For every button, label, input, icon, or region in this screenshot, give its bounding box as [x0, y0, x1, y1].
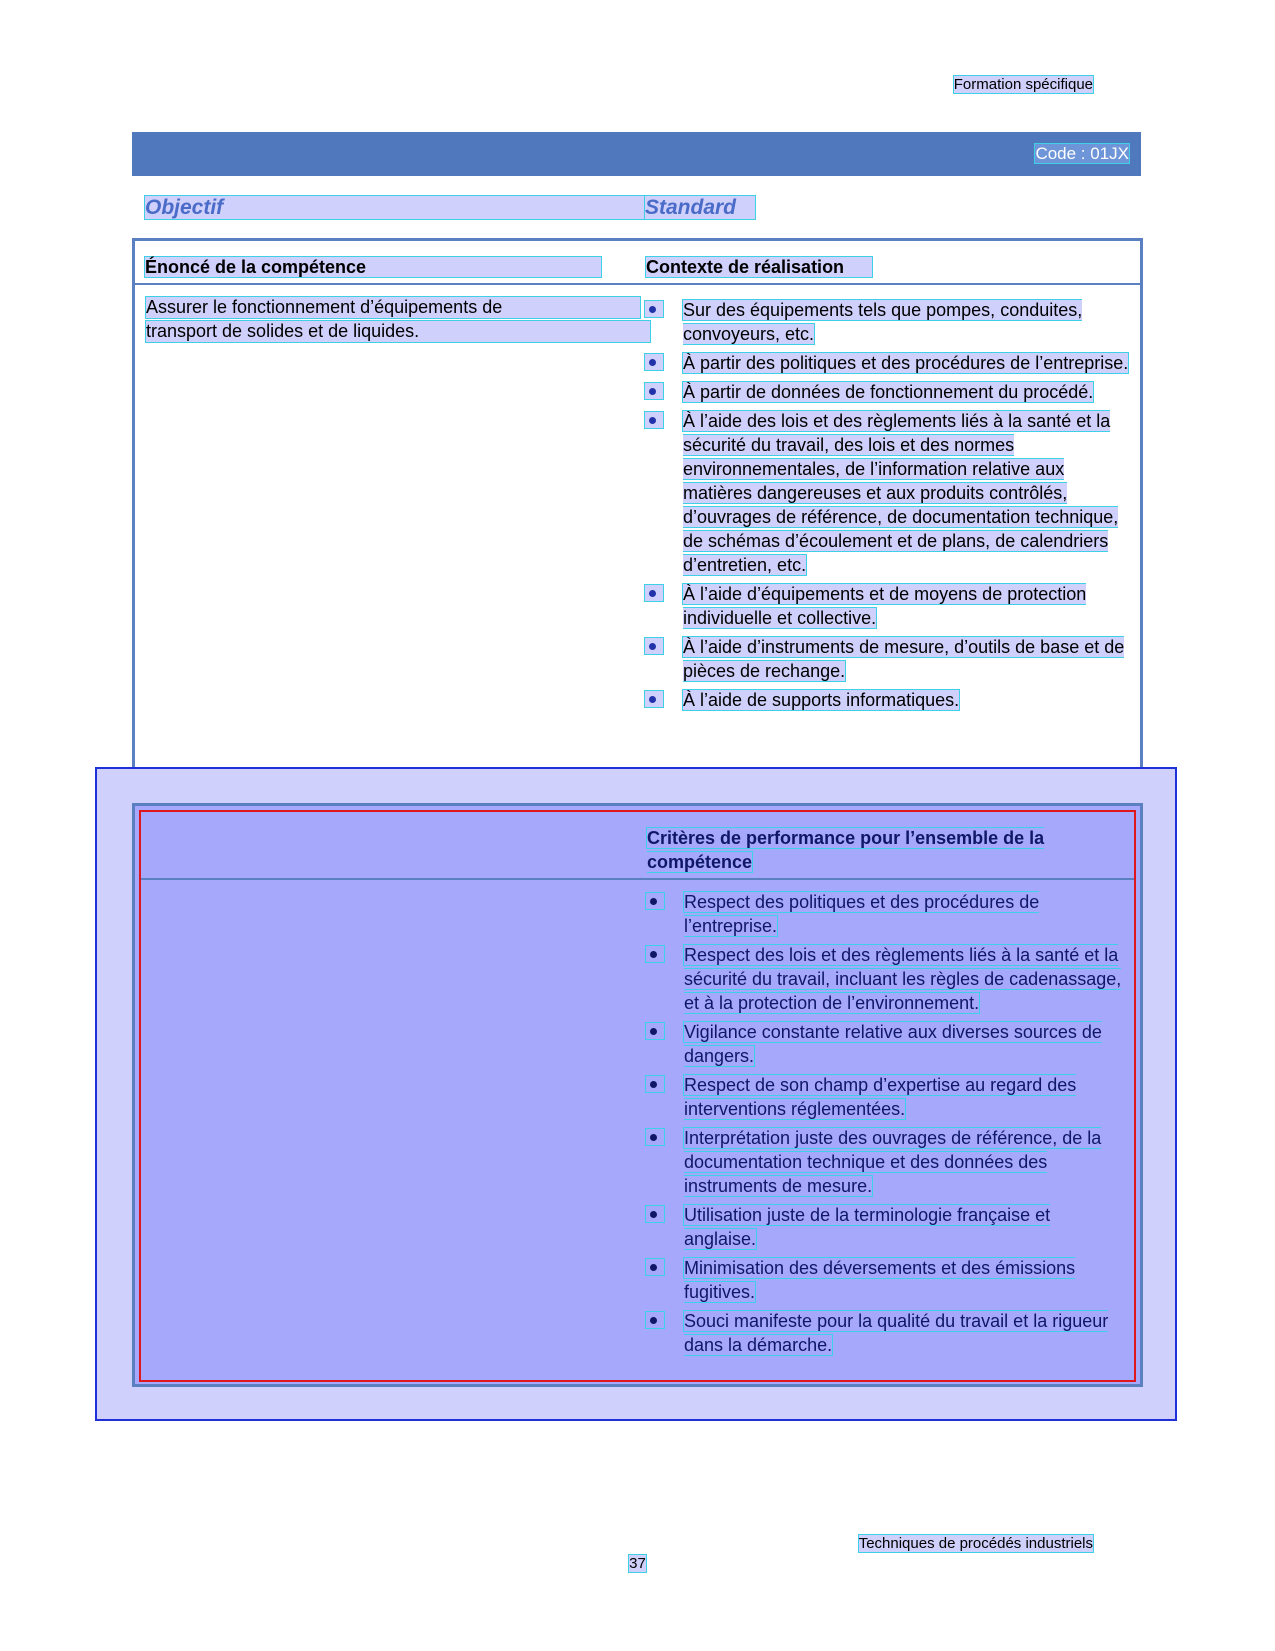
- standard-title: Standard: [645, 196, 755, 219]
- header-formation-label: Formation spécifique: [953, 76, 1093, 93]
- list-item: Utilisation juste de la terminologie française et anglaise.: [646, 1203, 1126, 1251]
- header-divider: [141, 878, 1134, 880]
- list-item: Vigilance constante relative aux diverses sources de dangers.: [646, 1020, 1126, 1068]
- page-number: 37: [629, 1555, 646, 1572]
- bullet-icon: [645, 354, 663, 370]
- list-item: À l’aide des lois et des règlements liés à la santé et la sécurité du travail, des lois et des normes environnementales, de l’information relative aux matières dangereuses et aux produits contrôlés, d’ouvrages de référence, de documentation technique, de schémas d’écoulement et de plans, de calendriers d’entretien, etc.: [645, 409, 1130, 577]
- criteres-frame: [139, 810, 1136, 1382]
- bullet-icon: [646, 1206, 664, 1222]
- list-item: Respect des politiques et des procédures de l’entreprise.: [646, 890, 1126, 938]
- list-item: Respect de son champ d’expertise au regard des interventions réglementées.: [646, 1073, 1126, 1121]
- criteres-table: [132, 803, 1143, 1387]
- contexte-header: Contexte de réalisation: [646, 257, 872, 277]
- list-item: À l’aide de supports informatiques.: [645, 688, 1130, 712]
- bullet-icon: [645, 585, 663, 601]
- bullet-icon: [646, 1023, 664, 1039]
- enonce-header: Énoncé de la compétence: [145, 257, 601, 277]
- bullet-icon: [645, 691, 663, 707]
- bullet-icon: [645, 638, 663, 654]
- criteres-header: Critères de performance pour l’ensemble de la compétence: [647, 828, 1045, 872]
- code-bar: [132, 132, 1141, 176]
- list-item: Interprétation juste des ouvrages de référence, de la documentation technique et des données des instruments de mesure.: [646, 1126, 1126, 1198]
- list-item: À l’aide d’instruments de mesure, d’outils de base et de pièces de rechange.: [645, 635, 1130, 683]
- bullet-icon: [646, 893, 664, 909]
- bullet-icon: [646, 1076, 664, 1092]
- bullet-icon: [646, 1312, 664, 1328]
- list-item: À l’aide d’équipements et de moyens de protection individuelle et collective.: [645, 582, 1130, 630]
- code-label: Code : 01JX: [1035, 144, 1129, 163]
- competence-table: [132, 238, 1143, 792]
- objectif-title: Objectif: [145, 196, 749, 219]
- contexte-list: [645, 298, 1130, 717]
- header-divider: [135, 283, 1140, 285]
- bullet-icon: [645, 383, 663, 399]
- list-item: Respect des lois et des règlements liés à la santé et la sécurité du travail, incluant les règles de cadenassage, et à la protection de l’environnement.: [646, 943, 1126, 1015]
- list-item: Minimisation des déversements et des émissions fugitives.: [646, 1256, 1126, 1304]
- enonce-line: transport de solides et de liquides.: [146, 321, 650, 342]
- enonce-line: Assurer le fonctionnement d’équipements de: [146, 297, 640, 318]
- bullet-icon: [645, 412, 663, 428]
- criteres-list: [646, 890, 1126, 1362]
- footer-program-name: Techniques de procédés industriels: [858, 1535, 1093, 1552]
- list-item: À partir des politiques et des procédures de l’entreprise.: [645, 351, 1130, 375]
- bullet-icon: [646, 1259, 664, 1275]
- list-item: Sur des équipements tels que pompes, conduites, convoyeurs, etc.: [645, 298, 1130, 346]
- bullet-icon: [646, 946, 664, 962]
- bullet-icon: [645, 301, 663, 317]
- list-item: À partir de données de fonctionnement du procédé.: [645, 380, 1130, 404]
- bullet-icon: [646, 1129, 664, 1145]
- list-item: Souci manifeste pour la qualité du travail et la rigueur dans la démarche.: [646, 1309, 1126, 1357]
